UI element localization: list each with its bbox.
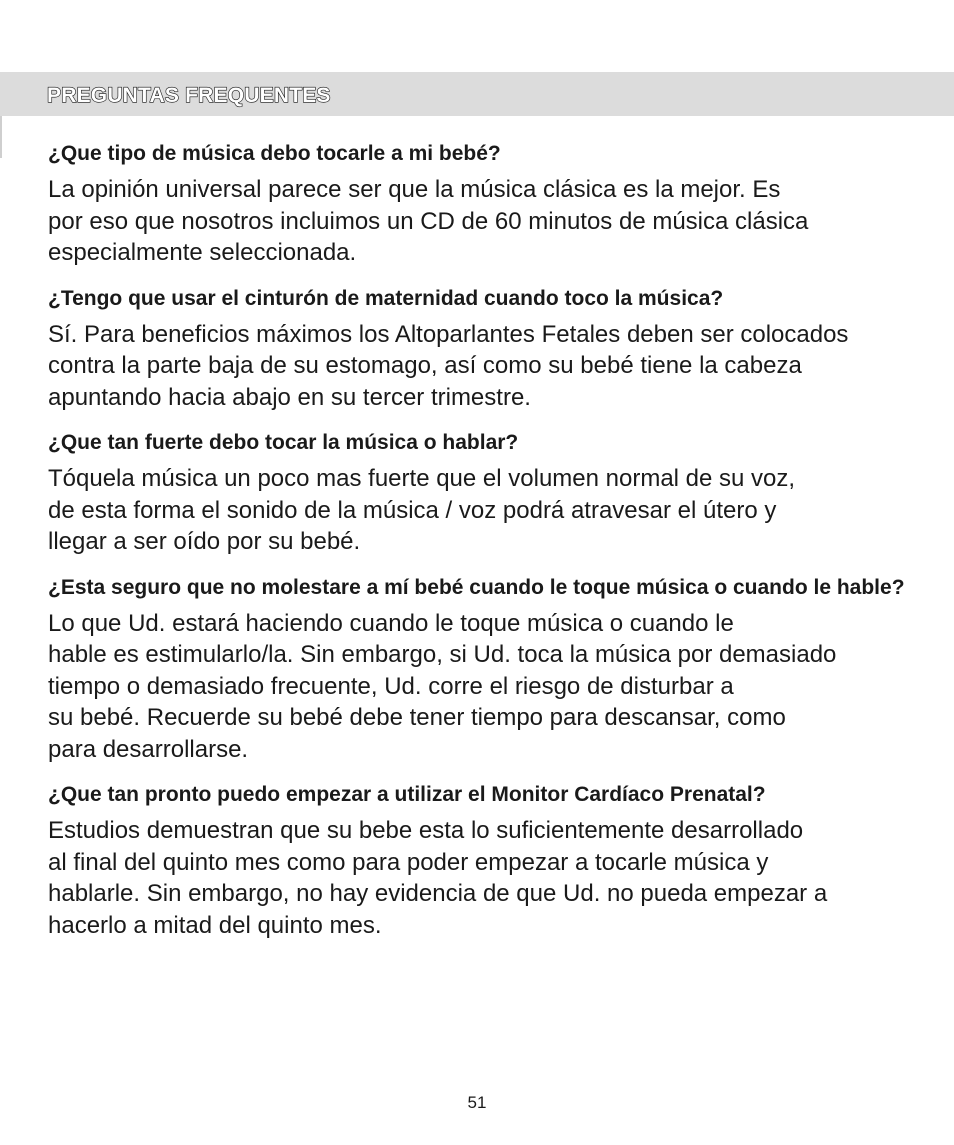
faq-item	[48, 138, 918, 269]
margin-mark	[0, 116, 2, 158]
faq-answer	[48, 174, 918, 269]
section-title: PREGUNTAS FREQUENTES	[47, 84, 331, 107]
page-number: 51	[467, 1093, 487, 1112]
answer-line: tiempo o demasiado frecuente, Ud. corre el riesgo de disturbar a	[48, 672, 734, 700]
faq-item	[48, 572, 918, 766]
faq-answer	[48, 463, 918, 558]
faq-question: ¿Que tan fuerte debo tocar la música o hablar?	[48, 431, 519, 454]
answer-line: Lo que Ud. estará haciendo cuando le toque música o cuando le	[48, 609, 734, 637]
answer-line: de esta forma el sonido de la música / voz podrá atravesar el útero y	[48, 496, 777, 524]
faq-answer	[48, 608, 918, 766]
answer-line: su bebé. Recuerde su bebé debe tener tiempo para descansar, como	[48, 704, 786, 731]
faq-item	[48, 779, 918, 941]
faq-question: ¿Esta seguro que no molestare a mí bebé cuando le toque música o cuando le hable?	[48, 575, 905, 599]
faq-answer	[48, 319, 918, 414]
answer-line: contra la parte baja de su estomago, así como su bebé tiene la cabeza	[48, 352, 802, 379]
faq-list	[48, 138, 918, 955]
answer-line: llegar a ser oído por su bebé.	[48, 528, 361, 555]
faq-item	[48, 283, 918, 414]
answer-line: hable es estimularlo/la. Sin embargo, si Ud. toca la música por demasiado	[48, 641, 837, 668]
faq-question: ¿Que tan pronto puedo empezar a utilizar el Monitor Cardíaco Prenatal?	[48, 783, 766, 806]
faq-answer	[48, 815, 918, 941]
answer-line: por eso que nosotros incluimos un CD de 60 minutos de música clásica	[48, 207, 809, 235]
answer-line: hacerlo a mitad del quinto mes.	[48, 911, 382, 939]
faq-question: ¿Que tipo de música debo tocarle a mi bebé?	[48, 142, 501, 165]
answer-line: apuntando hacia abajo en su tercer trimestre.	[48, 383, 531, 411]
answer-line: Tóquela música un poco mas fuerte que el volumen normal de su voz,	[48, 465, 796, 492]
faq-question: ¿Tengo que usar el cinturón de maternidad cuando toco la música?	[48, 286, 724, 310]
answer-line: al final del quinto mes como para poder empezar a tocarle música y	[48, 848, 769, 876]
answer-line: La opinión universal parece ser que la música clásica es la mejor. Es	[48, 176, 781, 203]
answer-line: para desarrollarse.	[48, 735, 249, 763]
faq-item	[48, 427, 918, 558]
answer-line: Sí. Para beneficios máximos los Altoparlantes Fetales deben ser colocados	[48, 320, 849, 348]
answer-line: hablarle. Sin embargo, no hay evidencia de que Ud. no pueda empezar a	[48, 880, 828, 907]
answer-line: Estudios demuestran que su bebe esta lo suficientemente desarrollado	[48, 817, 804, 844]
answer-line: especialmente seleccionada.	[48, 239, 357, 266]
